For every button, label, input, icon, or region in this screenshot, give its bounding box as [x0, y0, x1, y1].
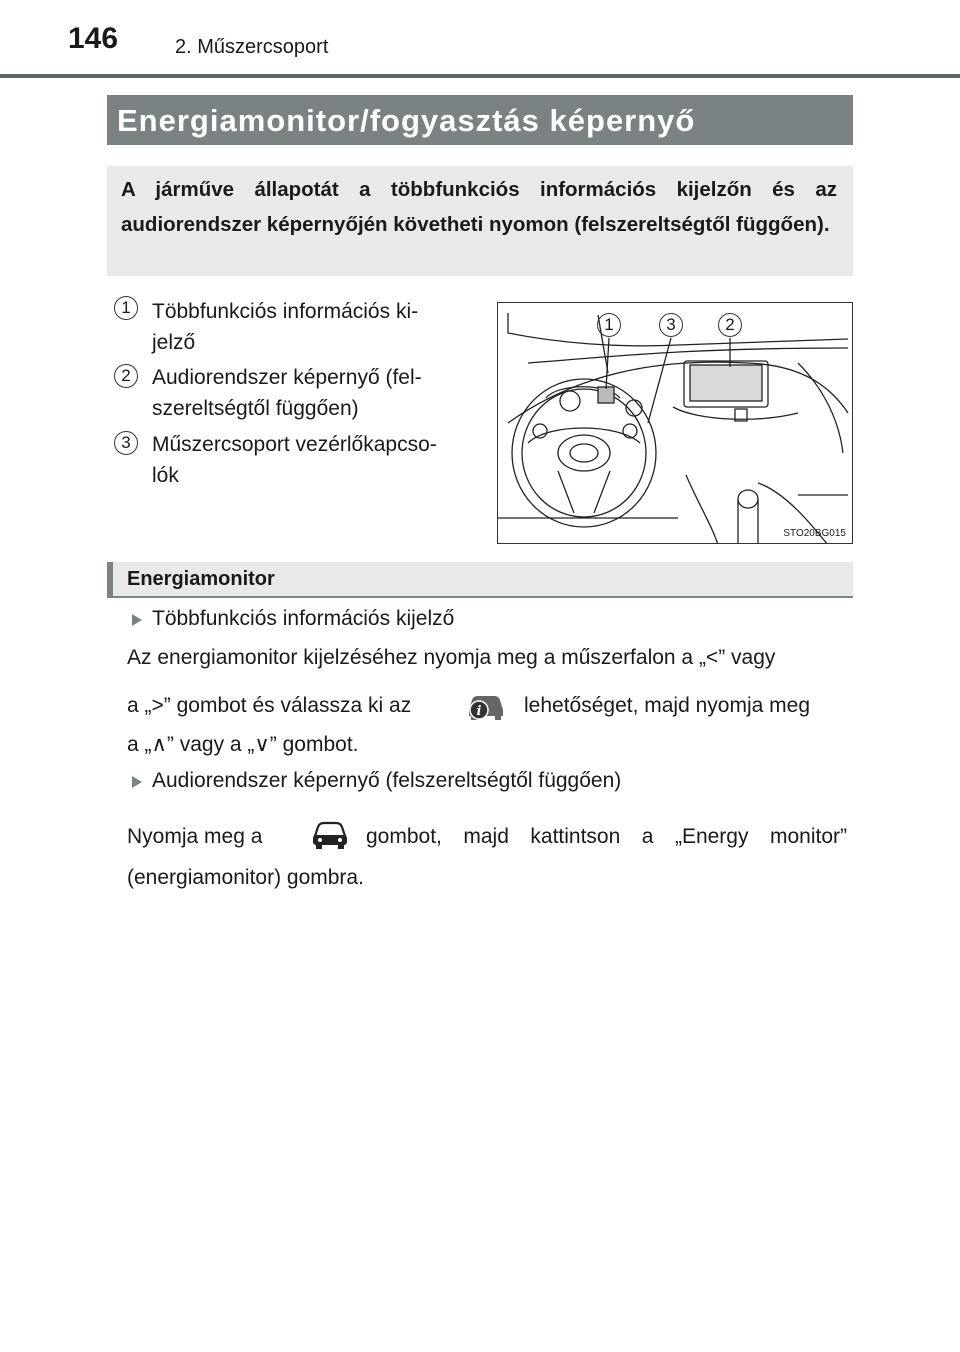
legend-item-3-line2: lók — [152, 464, 179, 487]
header-divider — [0, 74, 960, 78]
paragraph-1-line-1: Az energiamonitor kijelzéséhez nyomja meg a műszerfalon a „<” vagy — [127, 646, 776, 669]
paragraph-1-line-2b: lehetőséget, majd nyomja meg — [524, 694, 810, 717]
car-icon — [309, 818, 351, 852]
dashboard-drawing — [498, 303, 853, 544]
bullet-multifunction-display: Többfunkciós információs kijelző — [152, 607, 455, 630]
figure-callout-1: 1 — [597, 313, 621, 337]
page-number: 146 — [68, 22, 119, 55]
paragraph-2-line-2: (energiamonitor) gombra. — [127, 866, 364, 889]
triangle-bullet-icon — [130, 775, 144, 789]
intro-box — [107, 166, 853, 276]
paragraph-1-line-3: a „∧” vagy a „∨” gombot. — [127, 733, 359, 756]
figure-callout-2: 2 — [718, 313, 742, 337]
triangle-bullet-icon — [130, 613, 144, 627]
paragraph-1-line-2a: a „>” gombot és válassza ki az — [127, 694, 412, 717]
legend-number-2: 2 — [114, 364, 138, 388]
figure-code: STO20BG015 — [783, 528, 846, 539]
legend-item-2-line1: Audiorendszer képernyő (fel- — [152, 366, 422, 389]
page-title: Energiamonitor/fogyasztás képernyő — [117, 103, 696, 138]
legend-number-3: 3 — [114, 431, 138, 455]
legend-item-1-line2: jelző — [152, 331, 196, 354]
paragraph-2-line-1a: Nyomja meg a — [127, 825, 263, 848]
figure-callout-3: 3 — [659, 313, 683, 337]
legend-item-1-line1: Többfunkciós információs ki- — [152, 300, 419, 323]
section-heading — [107, 562, 853, 598]
page-title-bar — [107, 95, 853, 145]
paragraph-2-line-1b: gombot, majd kattintson a „Energy monitor” — [366, 825, 847, 848]
legend-item-1 — [152, 296, 472, 358]
dashboard-illustration — [497, 302, 853, 544]
bullet-audio-screen: Audiorendszer képernyő (felszereltségtől függően) — [152, 769, 622, 792]
legend-item-3 — [152, 429, 472, 491]
legend-item-2-line2: szereltségtől függően) — [152, 397, 359, 420]
svg-text:i: i — [476, 704, 482, 719]
legend-number-1: 1 — [114, 296, 138, 320]
section-title: 2. Műszercsoport — [175, 36, 329, 58]
section-heading-text: Energiamonitor — [127, 568, 275, 590]
intro-text: A járműve állapotát a többfunkciós információs kijelzőn és az audiorendszer képernyőjén követheti nyomon (felszereltségtől függően). — [121, 178, 837, 236]
section-heading-bar — [107, 562, 113, 596]
legend-item-2 — [152, 362, 472, 424]
car-info-icon — [463, 688, 509, 722]
legend-item-3-line1: Műszercsoport vezérlőkapcso- — [152, 433, 437, 456]
